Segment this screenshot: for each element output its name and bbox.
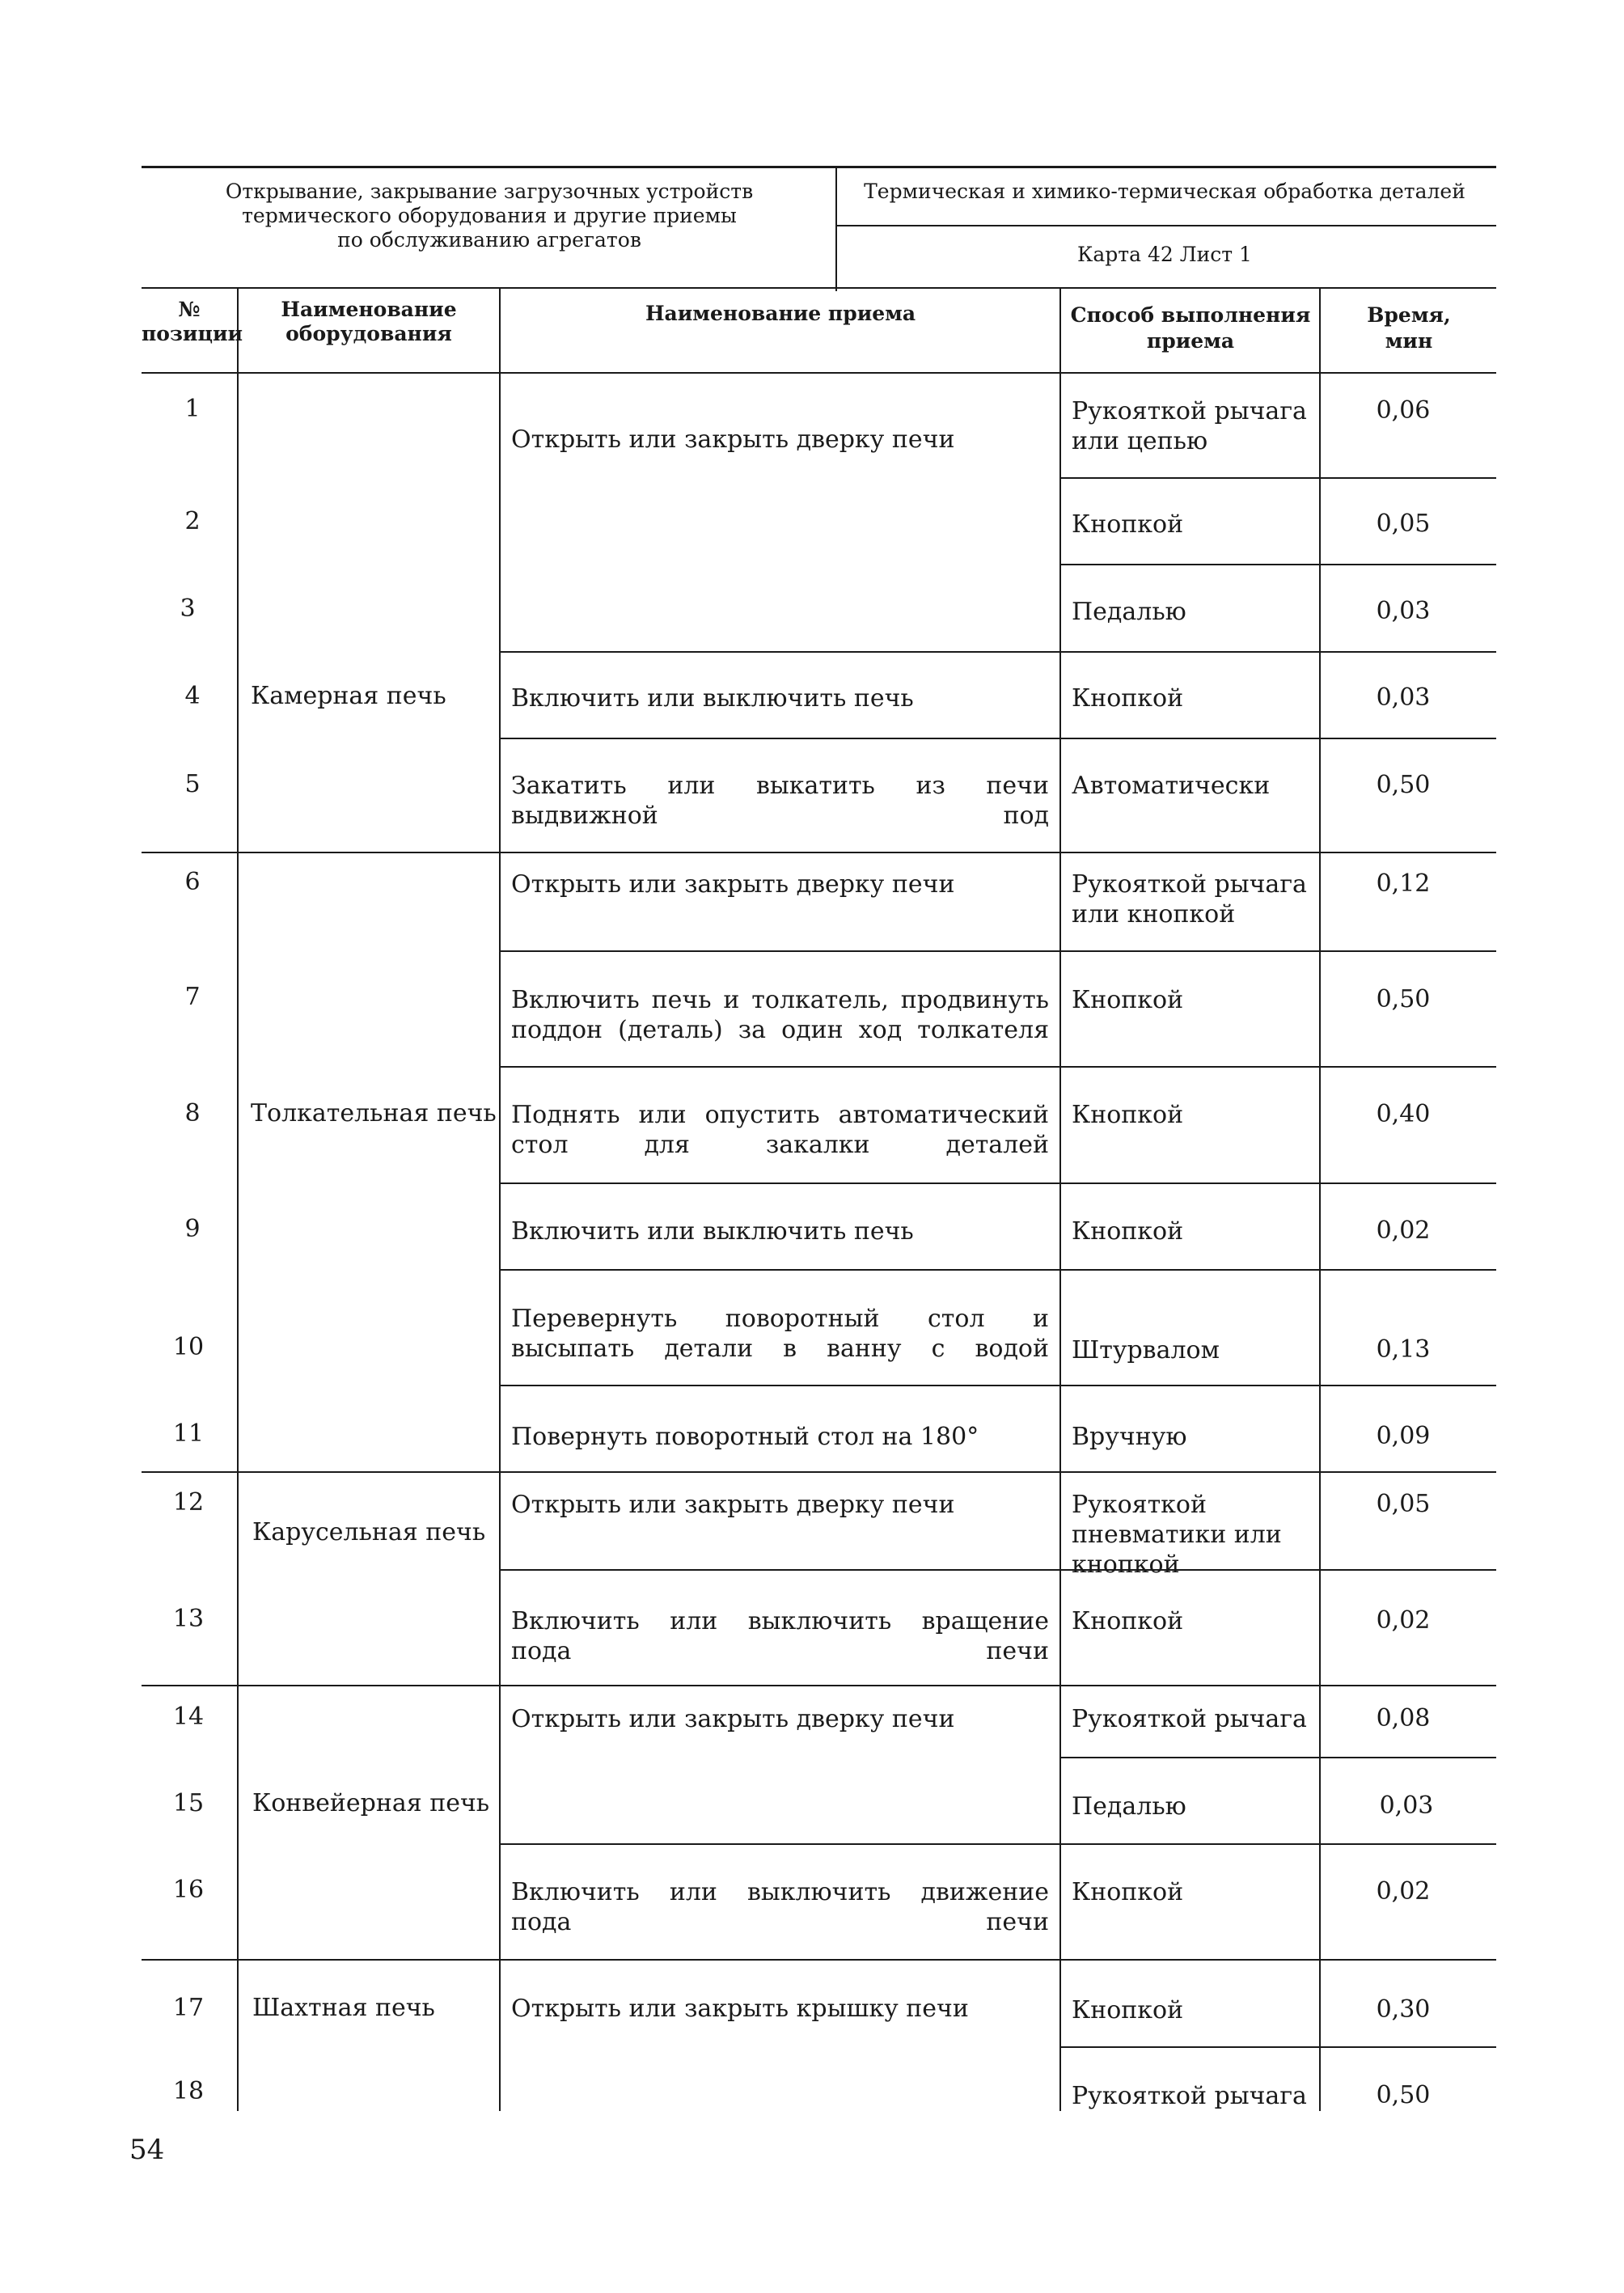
row-10-time: 0,13 (1376, 1335, 1431, 1364)
row-11-method: Вручную (1072, 1423, 1187, 1451)
col-header-method-2: приема (1146, 329, 1235, 353)
row-6-time: 0,12 (1376, 869, 1431, 898)
row-16-time: 0,02 (1376, 1877, 1431, 1906)
row-12-time: 0,05 (1376, 1490, 1431, 1518)
row-8-time: 0,40 (1376, 1100, 1431, 1128)
row-8-method: Кнопкой (1072, 1101, 1184, 1129)
row-3-pos: 3 (180, 594, 196, 623)
row-9-time: 0,02 (1376, 1216, 1431, 1245)
row-6-operation: Открыть или закрыть дверку печи (511, 870, 955, 899)
equipment-kamernaya: Камерная печь (251, 682, 446, 710)
row-1-operation: Открыть или закрыть дверку печи (511, 425, 955, 454)
group-rule-2 (142, 1471, 1496, 1473)
row-16-method: Кнопкой (1072, 1878, 1184, 1906)
row-13-operation: Включить или выключить вращение пода печи (511, 1607, 1049, 1665)
row-5-pos: 5 (184, 770, 201, 798)
group-rule-1 (142, 852, 1496, 853)
equipment-shakhtnaya: Шахтная печь (252, 1994, 435, 2022)
row-rule-12 (499, 1569, 1496, 1571)
equipment-karuselnaya: Карусельная печь (252, 1518, 486, 1546)
row-2-time: 0,05 (1376, 510, 1431, 538)
equipment-tolkatelnaya: Толкательная печь (251, 1099, 497, 1127)
row-18-method: Рукояткой рычага (1072, 2082, 1307, 2110)
row-rule-14 (1059, 1757, 1496, 1758)
col-header-equipment-2: оборудования (285, 322, 452, 345)
row-17-pos: 17 (172, 1994, 205, 2022)
row-7-operation: Включить печь и толкатель, продвинуть поддон (деталь) за один ход толкателя (511, 986, 1049, 1044)
row-1-time: 0,06 (1376, 396, 1431, 425)
col-divider-method (1059, 287, 1061, 2111)
page-number: 54 (129, 2134, 165, 2166)
row-rule-2 (1059, 564, 1496, 565)
row-11-time: 0,09 (1376, 1422, 1431, 1450)
row-7-pos: 7 (184, 983, 201, 1011)
header-bottom-rule (142, 372, 1496, 374)
row-2-method: Кнопкой (1072, 510, 1184, 539)
card-sheet: Карта 42 Лист 1 (1077, 243, 1252, 266)
row-2-pos: 2 (184, 507, 201, 535)
row-12-pos: 12 (172, 1488, 205, 1517)
row-11-operation: Повернуть поворотный стол на 180° (511, 1423, 979, 1451)
row-rule-9 (499, 1269, 1496, 1271)
row-14-time: 0,08 (1376, 1704, 1431, 1732)
row-4-method: Кнопкой (1072, 684, 1184, 713)
row-6-method: Рукояткой рычага или кнопкой (1072, 870, 1307, 929)
row-17-time: 0,30 (1376, 1995, 1431, 2024)
col-divider-time (1319, 287, 1321, 2111)
row-13-pos: 13 (172, 1605, 205, 1633)
row-12-method: Рукояткой пневматики или кнопкой (1072, 1491, 1282, 1579)
left-title-line-1: Открывание, закрывание загрузочных устройств (225, 180, 754, 203)
row-1-pos: 1 (184, 395, 201, 423)
row-3-method: Педалью (1072, 598, 1186, 626)
row-15-time: 0,03 (1379, 1792, 1434, 1820)
row-16-operation: Включить или выключить движение пода печи (511, 1878, 1049, 1936)
group-rule-3 (142, 1685, 1496, 1686)
row-4-operation: Включить или выключить печь (511, 684, 914, 713)
row-7-method: Кнопкой (1072, 986, 1184, 1014)
row-17-method: Кнопкой (1072, 1996, 1184, 2024)
col-header-operation: Наименование приема (645, 302, 916, 325)
row-8-operation: Поднять или опустить автоматический стол для закалки деталей (511, 1101, 1049, 1159)
row-14-pos: 14 (172, 1703, 205, 1731)
row-rule-17 (1059, 2046, 1496, 2048)
row-9-operation: Включить или выключить печь (511, 1217, 914, 1246)
row-13-time: 0,02 (1376, 1606, 1431, 1635)
row-1-method: Рукояткой рычага или цепью (1072, 397, 1307, 455)
row-15-method: Педалью (1072, 1792, 1186, 1821)
top-rule (142, 166, 1496, 168)
row-5-time: 0,50 (1376, 771, 1431, 799)
left-title-line-3: по обслуживанию агрегатов (337, 228, 641, 252)
row-10-pos: 10 (172, 1333, 205, 1361)
row-rule-10 (499, 1385, 1496, 1386)
row-rule-6 (499, 950, 1496, 952)
title-right-rule (835, 225, 1496, 226)
row-rule-8 (499, 1182, 1496, 1184)
row-6-pos: 6 (184, 868, 201, 896)
row-12-operation: Открыть или закрыть дверку печи (511, 1491, 955, 1519)
left-title-line-2: термического оборудования и другие приемы (242, 204, 737, 227)
row-8-pos: 8 (184, 1099, 201, 1127)
title-divider (835, 166, 837, 291)
row-15-pos: 15 (172, 1789, 205, 1817)
row-9-pos: 9 (184, 1215, 201, 1243)
col-header-position-2: позиции (142, 322, 243, 345)
equipment-konveyernaya: Конвейерная печь (252, 1789, 490, 1817)
row-11-pos: 11 (172, 1419, 205, 1448)
row-5-operation: Закатить или выкатить из печи выдвижной под (511, 772, 1049, 830)
col-header-equipment-1: Наименование (281, 298, 457, 321)
row-rule-4 (499, 738, 1496, 739)
group-rule-4 (142, 1959, 1496, 1961)
row-18-pos: 18 (172, 2077, 205, 2105)
row-10-method: Штурвалом (1072, 1336, 1220, 1364)
row-3-time: 0,03 (1376, 597, 1431, 625)
row-14-operation: Открыть или закрыть дверку печи (511, 1705, 955, 1733)
row-10-operation: Перевернуть поворотный стол и высыпать детали в ванну с водой (511, 1305, 1049, 1363)
row-rule-1 (1059, 477, 1496, 479)
header-top-rule (142, 287, 1496, 289)
row-rule-15 (499, 1843, 1496, 1845)
col-divider-equipment (237, 287, 239, 2111)
row-4-pos: 4 (184, 682, 201, 710)
row-9-method: Кнопкой (1072, 1217, 1184, 1246)
right-title: Термическая и химико-термическая обработка деталей (864, 180, 1465, 203)
col-header-time-1: Время, (1367, 303, 1451, 327)
row-13-method: Кнопкой (1072, 1607, 1184, 1635)
col-header-position-1: № (178, 298, 201, 321)
row-14-method: Рукояткой рычага (1072, 1705, 1307, 1733)
row-7-time: 0,50 (1376, 985, 1431, 1013)
row-rule-3 (499, 651, 1496, 653)
row-rule-7 (499, 1066, 1496, 1068)
col-header-time-2: мин (1385, 329, 1433, 353)
col-divider-operation (499, 287, 501, 2111)
col-header-method-1: Способ выполнения (1070, 303, 1311, 327)
row-18-time: 0,50 (1376, 2081, 1431, 2109)
row-17-operation: Открыть или закрыть крышку печи (511, 1995, 969, 2023)
row-5-method: Автоматически (1072, 772, 1271, 800)
row-16-pos: 16 (172, 1876, 205, 1904)
row-4-time: 0,03 (1376, 683, 1431, 712)
